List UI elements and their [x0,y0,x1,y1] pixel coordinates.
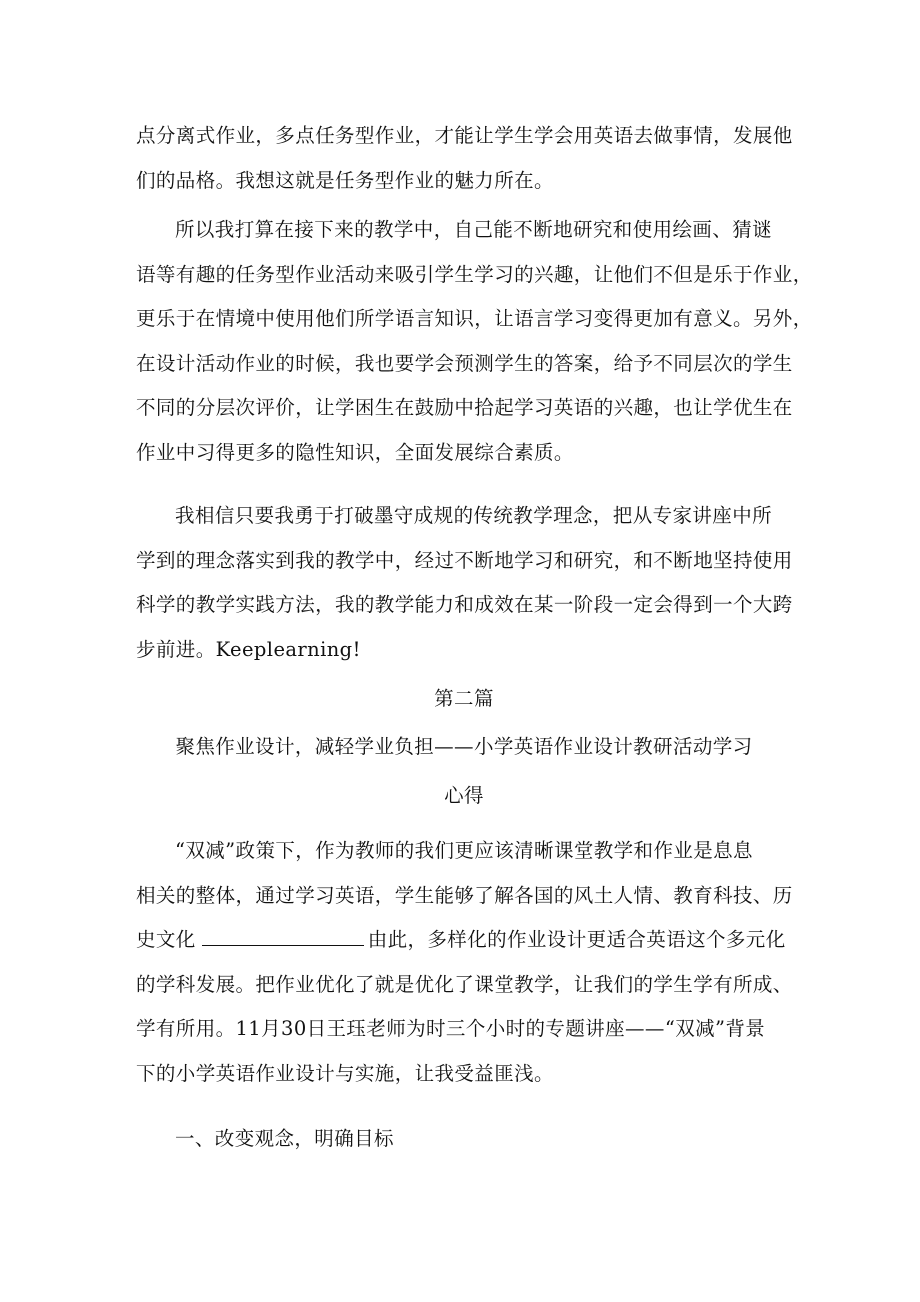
paragraph-4 [136,829,792,1097]
article-title-continued: 心得 [444,784,484,807]
text-line: 我相信只要我勇于打破墨守成规的传统教学理念，把从专家讲座中所 [175,504,773,527]
text-line-with-blank [136,918,792,963]
text-segment: 史文化 [136,928,196,952]
text-line: 更乐于在情境中使用他们所学语言知识，让语言学习变得更加有意义。另外， [136,307,813,331]
text-line: 学到的理念落实到我的教学中，经过不断地学习和研究，和不断地坚持使用 [136,548,793,572]
text-line: 科学的教学实践方法，我的教学能力和成效在某一阶段一定会得到一个大跨 [136,593,793,617]
paragraph-2 [136,208,813,476]
text-line: 学有所用。11月30日王珏老师为时三个小时的专题讲座——“双减”背景 [136,1017,766,1041]
paragraph-1 [136,114,792,203]
text-line: 的学科发展。把作业优化了就是优化了课堂教学，让我们的学生学有所成、 [136,972,793,996]
section-heading: 第二篇 [434,687,494,710]
subheading [136,1117,792,1162]
text-segment: 由此，多样化的作业设计更适合英语这个多元化 [367,928,786,952]
text-line: 们的品格。我想这就是任务型作业的魅力所在。 [136,168,554,192]
fill-in-blank [202,927,364,946]
text-line: 下的小学英语作业设计与实施，让我受益匪浅。 [136,1061,554,1085]
paragraph-3 [136,494,792,672]
text-line: 点分离式作业，多点任务型作业，才能让学生学会用英语去做事情，发展他 [136,124,793,147]
text-line: “双减”政策下，作为教师的我们更应该清晰课堂教学和作业是息息 [175,839,753,862]
text-line: 一、改变观念，明确目标 [175,1127,394,1150]
text-line: 所以我打算在接下来的教学中，自己能不断地研究和使用绘画、猜谜 [175,218,773,241]
text-line: 作业中习得更多的隐性知识，全面发展综合素质。 [136,440,574,464]
text-line: 步前进。Keeplearning! [136,637,361,661]
text-line: 相关的整体，通过学习英语，学生能够了解各国的风土人情、教育科技、历 [136,883,793,907]
text-line: 语等有趣的任务型作业活动来吸引学生学习的兴趣，让他们不但是乐于作业， [136,262,813,286]
text-line: 在设计活动作业的时候，我也要学会预测学生的答案，给予不同层次的学生 [136,351,793,375]
text-line: 不同的分层次评价，让学困生在鼓励中拾起学习英语的兴趣，也让学优生在 [136,396,793,420]
article-title: 聚焦作业设计，减轻学业负担——小学英语作业设计教研活动学习 [175,735,753,758]
